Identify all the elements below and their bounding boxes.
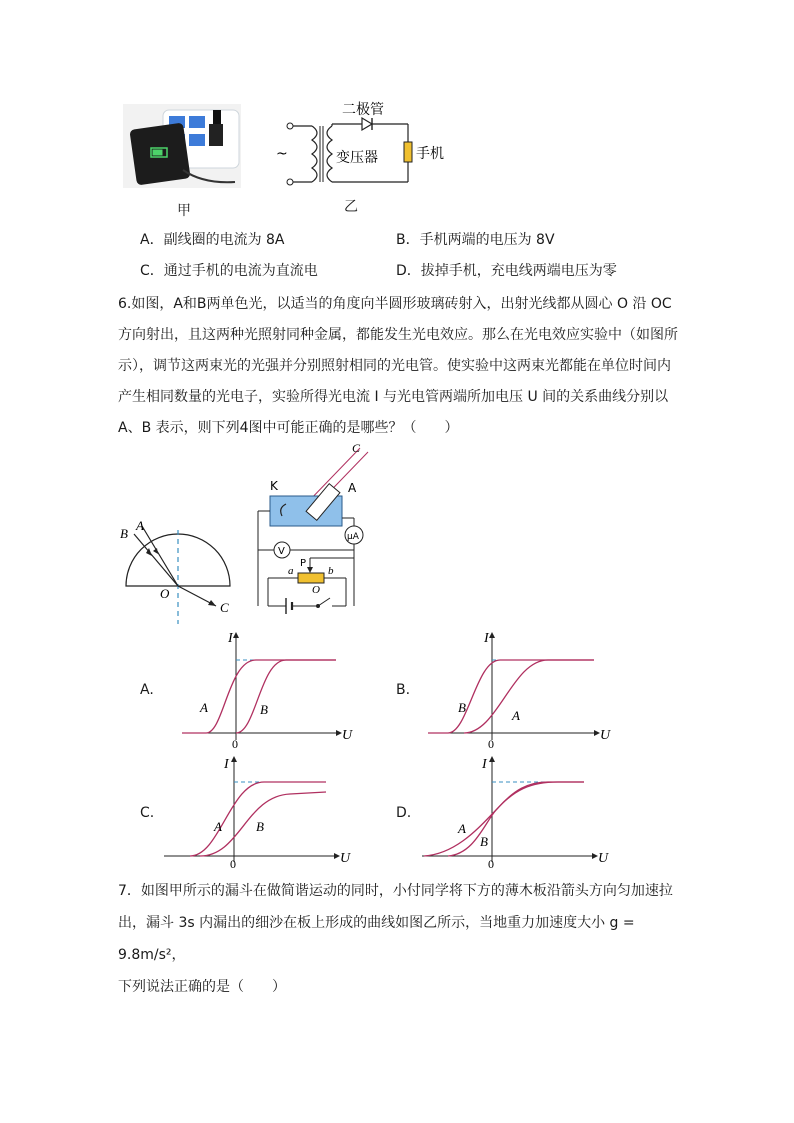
zero-label: 0	[488, 737, 494, 751]
i-label: I	[224, 757, 229, 772]
q5-option-c[interactable]: C．通过手机的电流为直流电	[140, 263, 318, 279]
circuit-label-ua: μA	[347, 532, 359, 542]
q7-line-2: 出，漏斗 3s 内漏出的细沙在板上形成的曲线如图乙所示，当地重力加速度大小 g = 9.8m/s²，	[118, 915, 635, 963]
q5-option-b[interactable]: B．手机两端的电压为 8V	[396, 232, 555, 248]
graph-option-a[interactable]	[176, 630, 358, 751]
i-label: I	[482, 757, 487, 772]
graph-option-b[interactable]	[428, 630, 618, 751]
photoelectric-circuit-figure	[248, 438, 374, 624]
curve-b	[428, 660, 594, 733]
i-label: I	[228, 631, 233, 646]
i-axis-arrow	[231, 756, 237, 762]
ac-symbol: ~	[276, 146, 288, 162]
curve-b-label: B	[480, 834, 488, 849]
circuit-label-a-end: a	[288, 565, 294, 577]
curve-a-label: A	[200, 700, 208, 715]
q6-line-5: A、B 表示，则下列4图中可能正确的是哪些？（ ）	[118, 420, 459, 436]
transformer-circuit	[276, 96, 450, 196]
circuit-label-k: K	[270, 479, 278, 493]
semi-label-a: A	[136, 518, 144, 533]
circuit-label-c: C	[352, 441, 361, 455]
q6-line-1: 6.如图，A和B两单色光，以适当的角度向半圆形玻璃砖射入，出射光线都从圆心 O 沿 OC	[118, 296, 672, 312]
zero-label: 0	[488, 857, 494, 871]
diode-label: 二极管	[342, 102, 384, 118]
figure-label-yi: 乙	[344, 199, 358, 215]
u-label: U	[598, 851, 609, 866]
u-label: U	[340, 851, 351, 866]
circuit-label-b-end: b	[328, 565, 334, 577]
q6-question	[118, 289, 678, 444]
curve-b-label: B	[256, 819, 264, 834]
q5-option-d[interactable]: D．拔掉手机，充电线两端电压为零	[396, 263, 617, 279]
phone-label: 手机	[416, 146, 444, 162]
semi-label-b: B	[120, 526, 128, 541]
curve-b	[236, 660, 336, 733]
q7-line-3: 下列说法正确的是（ ）	[118, 979, 286, 995]
curve-a-label: A	[214, 819, 222, 834]
power-strip-photo	[123, 104, 241, 188]
graph-option-c[interactable]	[160, 754, 360, 870]
q7-line-1: 7．如图甲所示的漏斗在做简谐运动的同时，小付同学将下方的薄木板沿箭头方向匀加速拉	[118, 883, 673, 899]
circuit-label-p: P	[300, 558, 307, 569]
i-label: I	[484, 631, 489, 646]
q6-line-3: 示），调节这两束光的光强并分别照射相同的光电管。使实验中这两束光都能在单位时间内	[118, 358, 671, 374]
circuit-label-a: A	[348, 481, 357, 495]
zero-label: 0	[232, 737, 238, 751]
curve-a	[464, 660, 594, 733]
i-axis-arrow	[489, 632, 495, 638]
u-label: U	[600, 728, 611, 743]
curve-a	[424, 782, 584, 856]
graph-option-b-label[interactable]: B.	[396, 682, 411, 698]
figure-label-jia: 甲	[177, 203, 191, 219]
i-axis-arrow	[233, 632, 239, 638]
semicircle-glass-figure	[112, 512, 242, 624]
q6-line-4: 产生相同数量的光电子，实验所得光电流 I 与光电管两端所加电压 U 间的关系曲线分别以	[118, 389, 669, 405]
q7-question	[118, 875, 678, 1003]
graph-option-a-label[interactable]: A.	[140, 682, 154, 698]
curve-b-label: B	[458, 700, 466, 715]
zero-label: 0	[230, 857, 236, 871]
semi-label-c: C	[220, 600, 229, 615]
circuit-label-o: O	[312, 584, 320, 596]
curve-a-label: A	[512, 708, 520, 723]
graph-option-d[interactable]	[418, 754, 614, 870]
i-axis-arrow	[489, 756, 495, 762]
q6-line-2: 方向射出，且这两种光照射同种金属，都能发生光电效应。那么在光电效应实验中（如图所	[118, 327, 678, 343]
semi-label-o: O	[160, 586, 170, 601]
curve-b-label: B	[260, 702, 268, 717]
graph-option-c-label[interactable]: C.	[140, 805, 155, 821]
graph-option-d-label[interactable]: D.	[396, 805, 412, 821]
circuit-label-v: V	[278, 546, 285, 557]
q5-option-a[interactable]: A．副线圈的电流为 8A	[140, 232, 285, 248]
curve-a-label: A	[458, 821, 466, 836]
u-label: U	[342, 728, 353, 743]
transformer-label: 变压器	[336, 150, 378, 166]
curve-b	[448, 782, 584, 856]
